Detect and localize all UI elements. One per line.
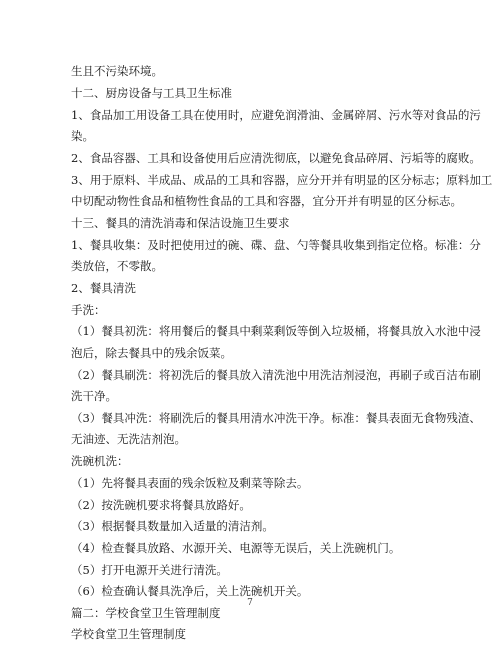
text-line: 3、用于原料、半成品、成品的工具和容器，应分开并有明显的区分标志；原料加工 (71, 173, 493, 187)
text-line: （3）根据餐具数量加入适量的清洁剂。 (71, 519, 274, 533)
text-line: （5）打开电源开关进行清洗。 (71, 563, 228, 577)
text-line: 洗碗机洗： (71, 454, 129, 468)
section-heading: 篇二：学校食堂卫生管理制度 (71, 606, 221, 620)
text-line: 2、食品容器、工具和设备使用后应清洗彻底，以避免食品碎屑、污垢等的腐败。 (71, 151, 481, 165)
text-line: （2）餐具刷洗：将初洗后的餐具放入清洗池中用洗洁剂浸泡，再刷子或百洁布刷 (71, 368, 481, 382)
text-line: （6）检查确认餐具洗净后，关上洗碗机开关。 (71, 584, 309, 598)
text-line: 洗干净。 (71, 389, 117, 403)
section-heading: 十三、餐具的清洗消毒和保洁设施卫生要求 (71, 216, 290, 230)
text-line: （3）餐具冲洗：将刷洗后的餐具用清水冲洗干净。标准：餐具表面无食物残渣、 (71, 411, 481, 425)
text-line: 泡后，除去餐具中的残余饭菜。 (71, 346, 232, 360)
text-line: 染。 (71, 129, 94, 143)
text-line: （4）检查餐具放路、水源开关、电源等无误后，关上洗碗机门。 (71, 541, 401, 555)
page-number: 7 (247, 598, 253, 608)
text-line: （1）餐具初洗：将用餐后的餐具中剩菜剩饭等倒入垃圾桶，将餐具放入水池中浸 (71, 324, 481, 338)
text-line: 手洗： (71, 303, 106, 317)
text-line: 学校食堂卫生管理制度 (71, 627, 186, 641)
text-line: 1、食品加工用设备工具在使用时，应避免润滑油、金属碎屑、污水等对食品的污 (71, 108, 481, 122)
text-line: （1）先将餐具表面的残余饭粒及剩菜等除去。 (71, 476, 309, 490)
text-line: 中切配动物性食品和植物性食品的工具和容器，宜分开并有明显的区分标志。 (71, 194, 462, 208)
text-line: 无油迹、无洗洁剂泡。 (71, 432, 186, 446)
text-line: 类放倍，不零散。 (71, 259, 163, 273)
text-line: 2、餐具清洗 (71, 281, 136, 295)
section-heading: 十二、厨房设备与工具卫生标准 (71, 86, 232, 100)
text-line: （2）按洗碗机要求将餐具放路好。 (71, 498, 251, 512)
text-line: 生且不污染环境。 (71, 64, 163, 78)
text-line: 1、餐具收集：及时把使用过的碗、碟、盘、勺等餐具收集到指定位格。标准：分 (71, 238, 481, 252)
